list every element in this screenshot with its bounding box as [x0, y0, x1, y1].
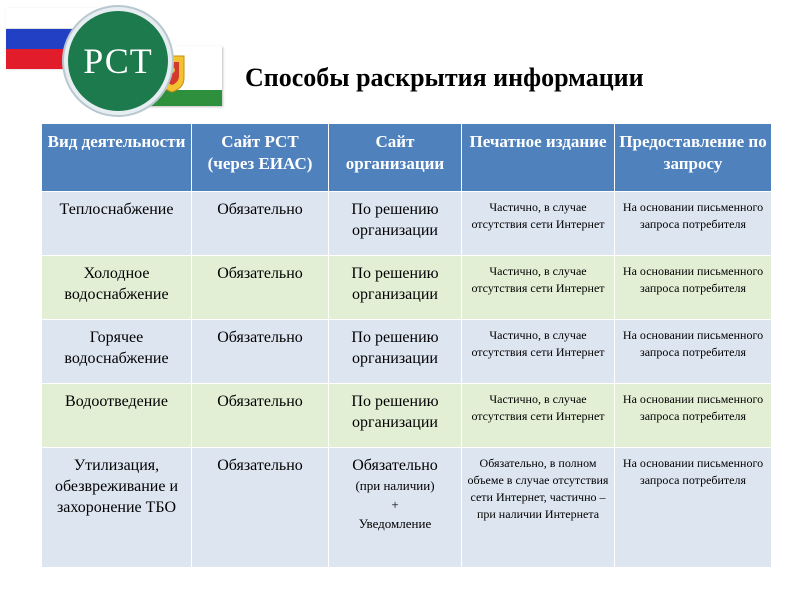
cell-print: Частично, в случае отсутствия сети Интернет: [462, 320, 615, 384]
column-header-activity: Вид деятельности: [42, 124, 192, 192]
cell-request: На основании письменного запроса потребителя: [615, 320, 772, 384]
column-header-org-site: Сайт организации: [329, 124, 462, 192]
cell-org-site: По решению организации: [329, 256, 462, 320]
column-header-request: Предоставление по запросу: [615, 124, 772, 192]
disclosure-methods-table: [42, 124, 772, 568]
cell-org-site: По решению организации: [329, 320, 462, 384]
cell-org-site: По решению организации: [329, 384, 462, 448]
cell-rst-site: Обязательно: [192, 384, 329, 448]
cell-print: Обязательно, в полном объеме в случае отсутствия сети Интернет, частично – при наличии Интернета: [462, 448, 615, 568]
cell-org-site-main: Обязательно: [352, 457, 438, 474]
cell-request: На основании письменного запроса потребителя: [615, 448, 772, 568]
cell-org-site: По решению организации: [329, 192, 462, 256]
cell-org-site: [329, 448, 462, 568]
cell-activity: Утилизация, обезвреживание и захоронение ТБО: [42, 448, 192, 568]
cell-request: На основании письменного запроса потребителя: [615, 256, 772, 320]
cell-request: На основании письменного запроса потребителя: [615, 384, 772, 448]
cell-print: Частично, в случае отсутствия сети Интернет: [462, 192, 615, 256]
cell-print: Частично, в случае отсутствия сети Интернет: [462, 256, 615, 320]
rst-logo-text: РСТ: [83, 41, 153, 81]
column-header-print: Печатное издание: [462, 124, 615, 192]
cell-rst-site: Обязательно: [192, 448, 329, 568]
cell-activity: Водоотведение: [42, 384, 192, 448]
table-header-row: [42, 124, 772, 192]
cell-org-site-extra: Уведомление: [358, 516, 432, 531]
table-row: [42, 384, 772, 448]
table-row: [42, 320, 772, 384]
cell-rst-site: Обязательно: [192, 192, 329, 256]
rst-logo: [64, 7, 172, 115]
table-row: [42, 192, 772, 256]
cell-print: Частично, в случае отсутствия сети Интернет: [462, 384, 615, 448]
cell-activity: Горячее водоснабжение: [42, 320, 192, 384]
cell-rst-site: Обязательно: [192, 320, 329, 384]
table-row: [42, 256, 772, 320]
table-row: [42, 448, 772, 568]
cell-request: На основании письменного запроса потребителя: [615, 192, 772, 256]
cell-org-site-note: (при наличии): [355, 478, 435, 493]
cell-rst-site: Обязательно: [192, 256, 329, 320]
cell-org-site-plus: +: [391, 497, 399, 512]
cell-activity: Теплоснабжение: [42, 192, 192, 256]
column-header-rst-site: Сайт РСТ (через ЕИАС): [192, 124, 329, 192]
page-title: Способы раскрытия информации: [245, 63, 644, 92]
cell-activity: Холодное водоснабжение: [42, 256, 192, 320]
